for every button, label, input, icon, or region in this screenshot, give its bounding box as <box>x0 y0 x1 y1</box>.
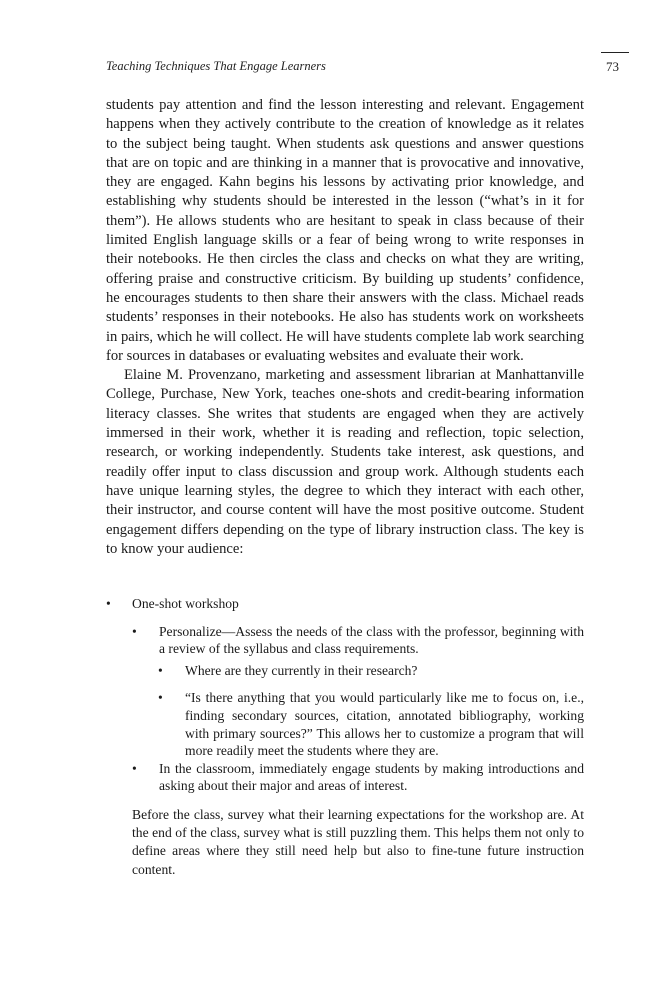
bullet-list <box>106 595 584 795</box>
bullet-icon: • <box>106 596 111 611</box>
running-head: Teaching Techniques That Engage Learners <box>106 59 326 73</box>
list-item-text: Where are they currently in their research? <box>185 662 418 678</box>
closing-paragraph: Before the class, survey what their learning expectations for the workshop are. At the end of the class, survey what is still puzzling them. This helps them not only to define areas where they still need help but also to fine-tune future instruction content. <box>132 807 584 877</box>
list-item <box>106 760 584 795</box>
list-item-text: In the classroom, immediately engage students by making introductions and asking about their major and areas of interest. <box>159 760 584 794</box>
list-item <box>106 662 584 680</box>
list-item <box>106 595 584 613</box>
list-item-text: Personalize—Assess the needs of the class with the professor, beginning with a review of the syllabus and class requirements. <box>159 623 584 657</box>
bullet-icon: • <box>158 690 163 706</box>
list-item-text: One-shot workshop <box>132 596 239 611</box>
bullet-icon: • <box>132 760 137 776</box>
list-item <box>106 623 584 658</box>
paragraph: Elaine M. Provenzano, marketing and assessment librarian at Manhattanville College, Purchase, New York, teaches one-shots and credit-bearing information literacy classes. She writes that students are engaged when they are actively immersed in their work, whether it is reading and reflection, topic selection, research, or working independently. Students take interest, ask questions, and readily offer input to class discussion and group work. Although students each have unique learning styles, the degree to which they interact with each other, their instructor, and course content will have the most positive outcome. Student engagement differs depending on the type of library instruction class. The key is to know your audience: <box>106 367 584 557</box>
list-item <box>106 689 584 759</box>
list-item-text: “Is there anything that you would particularly like me to focus on, i.e., finding secondary sources, citation, annotated bibliography, working with primary sources?” This allows her to customize a program that will more readily meet the students where they are. <box>185 690 584 759</box>
page-number-rule <box>601 52 629 53</box>
body-text <box>106 96 584 559</box>
page-number: 73 <box>606 59 619 74</box>
bullet-icon: • <box>158 662 163 678</box>
bullet-icon: • <box>132 623 137 639</box>
paragraph: students pay attention and find the lesson interesting and relevant. Engagement happens when they actively contribute to the creation of knowledge as it relates to the subject being taught. When students ask questions and answer questions that are on topic and are thinking in a manner that is provocative and innovative, they are engaged. Kahn begins his lessons by activating prior knowledge, and establishing why students should be interested in the lesson (“what’s in it for them”). He allows students who are hesitant to speak in class because of their limited English language skills or a fear of being wrong to write responses in their notebooks. He then circles the class and checks on what they are writing, offering praise and constructive criticism. By building up students’ confidence, he encourages students to then share their answers with the class. Michael reads students’ responses in their notebooks. He also has students work on worksheets in pairs, which he will collect. He will have students complete lab work searching for sources in databases or evaluating websites and evaluate their work. <box>106 97 584 364</box>
